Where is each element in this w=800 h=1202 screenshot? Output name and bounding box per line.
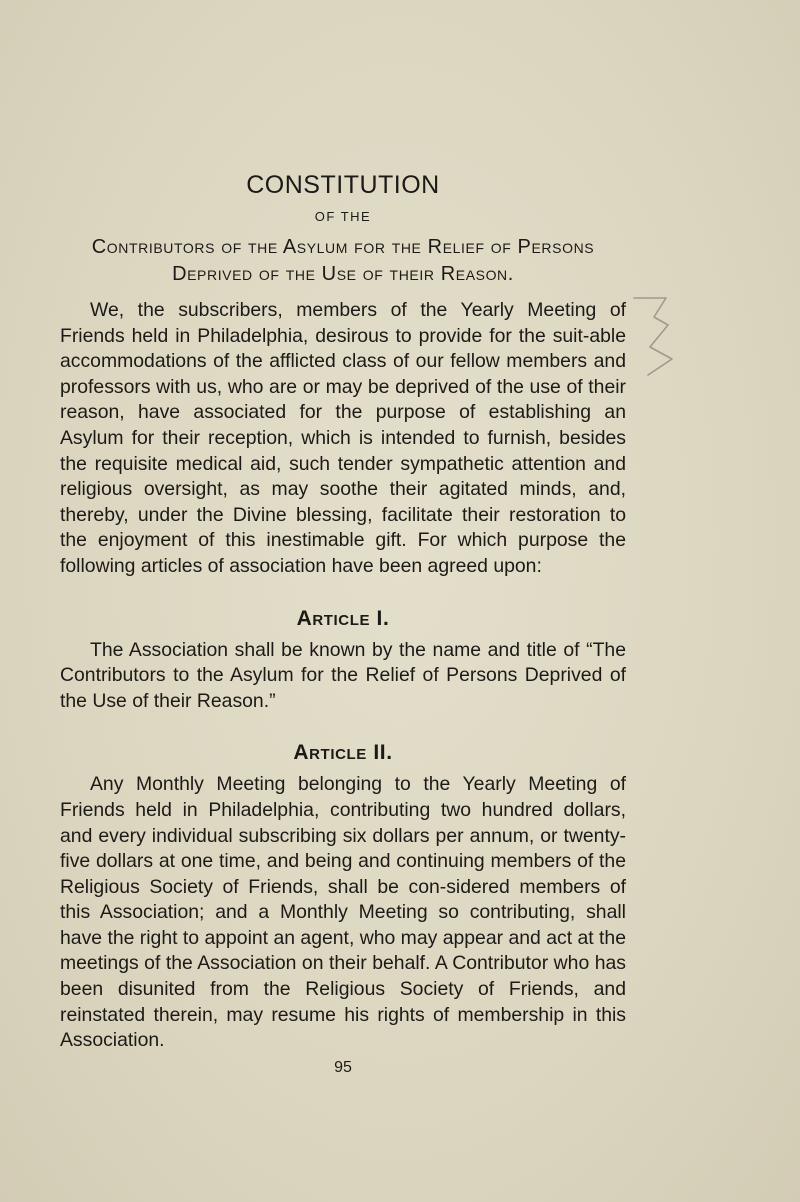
- subtitle-line-1: Contributors of the Asylum for the Relief of Persons: [91, 236, 595, 258]
- article-1-heading: Article I.: [296, 606, 390, 630]
- article-2-heading: Article II.: [293, 741, 393, 765]
- subtitle: [60, 234, 626, 288]
- preamble-paragraph: We, the subscribers, members of the Yearly Meeting of Friends held in Philadelphia, desirous to provide for the suit-able accommodations of the afflicted class of our fellow members and professors with us, who are or may be deprived of the use of their reason, have associated for the purpose of establishing an Asylum for their reception, which is intended to furnish, besides the requisite medical aid, such tender sympathetic attention and religious oversight, as may soothe their agitated minds, and, thereby, under the Divine blessing, facilitate their restoration to the enjoyment of this inestimable gift. For which purpose the following articles of association have been agreed upon:: [60, 299, 626, 577]
- page-number: 95: [334, 1058, 352, 1076]
- subtitle-line-2: Deprived of the Use of their Reason.: [172, 263, 514, 285]
- of-the-line: OF THE: [314, 209, 372, 224]
- article-1-text: The Association shall be known by the name and title of “The Contributors to the Asylum for the Relief of Persons Deprived of the Use of their Reason.”: [60, 638, 626, 712]
- document-title: CONSTITUTION: [246, 171, 440, 199]
- article-2-text: Any Monthly Meeting belonging to the Yearly Meeting of Friends held in Philadelphia, contributing two hundred dollars, and every individual subscribing six dollars per annum, or twenty-five dollars at one time, and being and continuing members of the Religious Society of Friends, shall be con-sidered members of this Association; and a Monthly Meeting so contributing, shall have the right to appoint an agent, who may appear and act at the meetings of the Association on their behalf. A Contributor who has been disunited from the Religious Society of Friends, and reinstated therein, may resume his rights of membership in this Association.: [60, 773, 626, 1052]
- page-content: [60, 170, 626, 1078]
- pencil-annotation-mark: [630, 295, 710, 415]
